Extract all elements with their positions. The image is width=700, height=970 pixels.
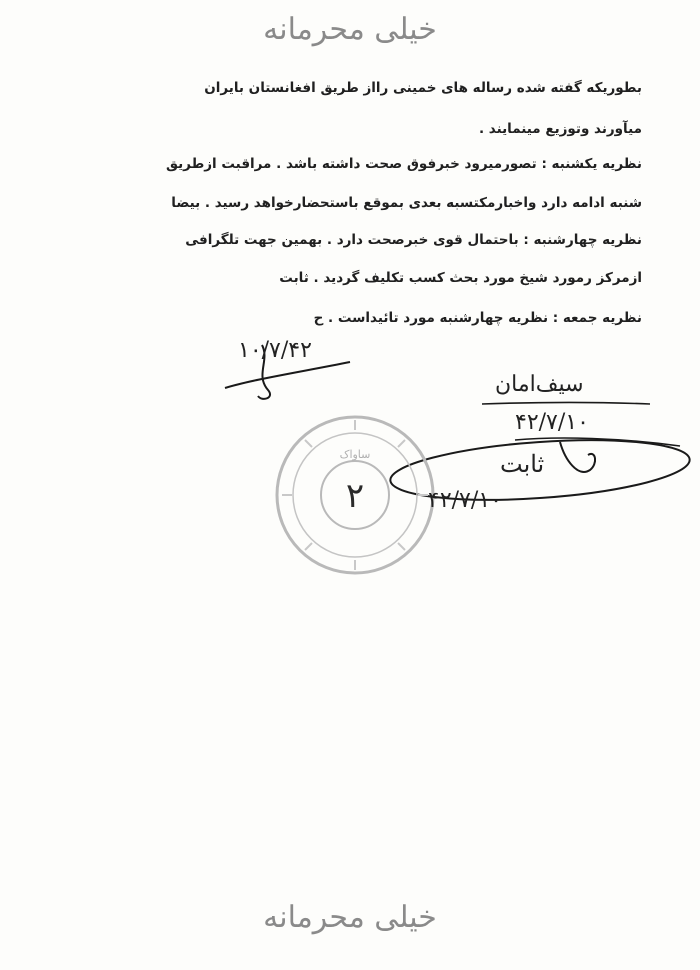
body-line-4: شنبه ادامه دارد واخبارمکتسبه بعدی بموقع باستحضارخواهد رسید . بیضا (171, 195, 642, 211)
stamp-svg (270, 410, 440, 580)
body-line-1: بطوریکه گفته شده رساله های خمینی رااز طریق افغانستان بایران (204, 80, 642, 96)
body-line-3: نظریه یکشنبه : تصورمیرود خبرفوق صحت داشته باشد . مراقبت ازطریق (165, 156, 642, 172)
signature-1-name: سیف‌امان (495, 372, 584, 397)
body-line-5: نظریه چهارشنبه : باحتمال قوی خبرصحت دارد . بهمین جهت تلگرافی (185, 232, 642, 248)
classification-header: خیلی محرمانه (263, 12, 437, 47)
signature-2-name: ثابت (500, 450, 545, 478)
signature-2-date: ۴۲/۷/۱۰ (428, 488, 502, 513)
classification-footer: خیلی محرمانه (263, 900, 437, 935)
official-stamp (270, 410, 440, 580)
body-line-2: میآورند وتوزیع مینمایند . (478, 121, 642, 137)
signature-underline-left (225, 362, 350, 388)
stamp-ring-text: ساواک (339, 448, 371, 461)
signature-3-date: ۱۰/۷/۴۲ (238, 338, 312, 363)
body-line-7: نظریه جمعه : نظریه چهارشنبه مورد تائیداست . ح (313, 310, 642, 326)
signature-underline-right-1 (482, 403, 650, 405)
signature-flourish-right (560, 442, 595, 472)
signature-1-date: ۴۲/۷/۱۰ (515, 410, 589, 435)
stamp-numeral: ۲ (345, 476, 365, 516)
body-line-6: ازمرکز رمورد شیخ مورد بحث کسب تکلیف گردید . ثابت (279, 270, 642, 286)
